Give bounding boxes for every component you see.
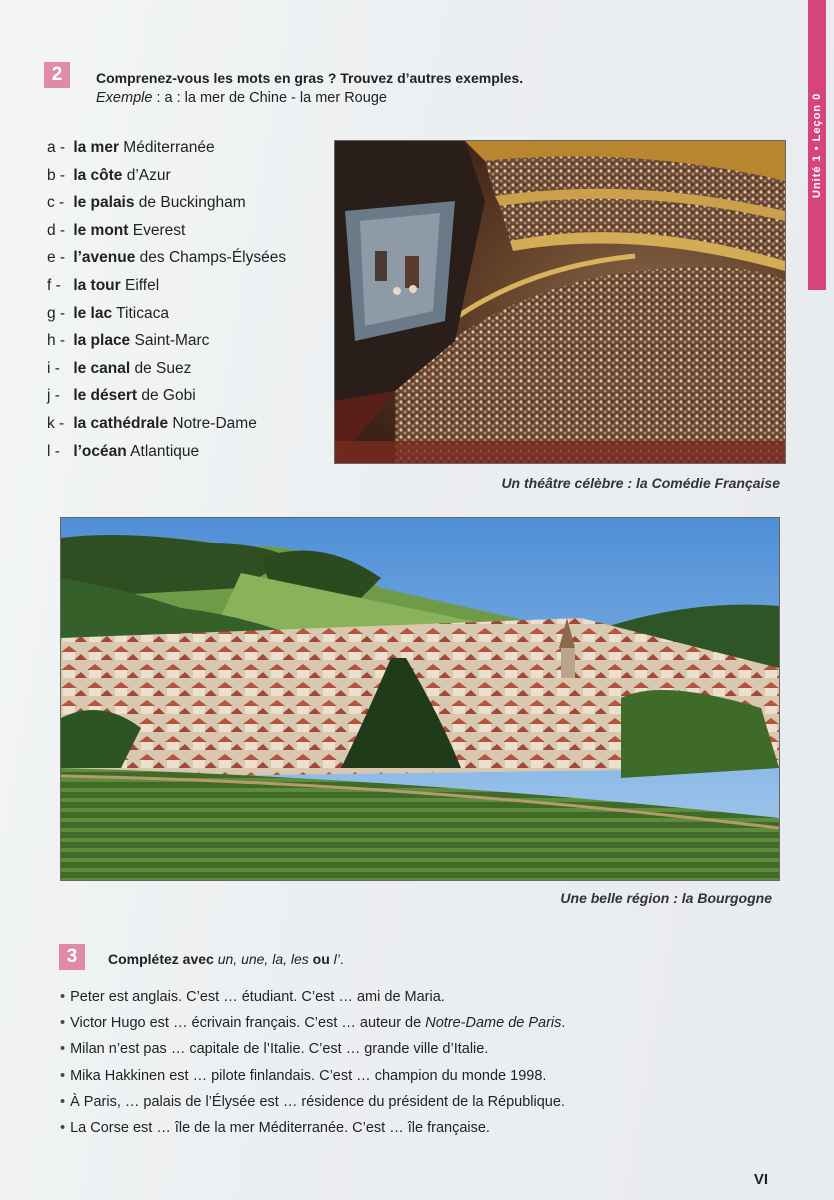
vocabulary-list [47, 134, 286, 465]
exercise-3-badge: 3 [59, 944, 85, 970]
list-item: • À Paris, … palais de l’Élysée est … résidence du président de la République. [60, 1089, 565, 1115]
unit-side-tab-label: Unité 1 • Leçon 0 [811, 92, 823, 198]
list-item: a - la mer Méditerranée [47, 139, 215, 156]
list-item: • Peter est anglais. C’est … étudiant. C’est … ami de Maria. [60, 984, 565, 1010]
sentence-list [60, 984, 565, 1141]
list-item: j - le désert de Gobi [47, 387, 196, 405]
list-item: • Mika Hakkinen est … pilote finlandais. C’est … champion du monde 1998. [60, 1063, 565, 1089]
list-item: • Milan n’est pas … capitale de l’Italie. C’est … grande ville d’Italie. [60, 1036, 565, 1062]
list-item: e - l’avenue des Champs-Élysées [47, 249, 287, 267]
exercise-2-badge: 2 [44, 62, 70, 88]
exercise-2-example [96, 90, 387, 106]
list-item: • Victor Hugo est … écrivain français. C’est … auteur de Notre-Dame de Paris. [60, 1010, 565, 1036]
exercise-2-instruction: Comprenez-vous les mots en gras ? Trouvez d’autres exemples. [96, 70, 524, 86]
bourgogne-photo [60, 517, 780, 881]
showthrough-decoration [559, 51, 790, 103]
list-item: c - le palais de Buckingham [47, 194, 246, 212]
theatre-caption: Un théâtre célèbre : la Comédie Française [501, 475, 780, 491]
example-text: : a : la mer de Chine - la mer Rouge [152, 90, 387, 106]
list-item: i - le canal de Suez [47, 359, 192, 377]
list-item: b - la côte d’Azur [47, 166, 171, 184]
list-item: k - la cathédrale Notre-Dame [47, 414, 257, 432]
exercise-3-instruction: Complétez avec un, une, la, les ou l’. [108, 951, 344, 967]
list-item: • La Corse est … île de la mer Méditerranée. C’est … île française. [60, 1115, 565, 1141]
list-item: d - le mont Everest [47, 221, 186, 239]
list-item: l - l’océan Atlantique [47, 442, 200, 460]
list-item: g - le lac Titicaca [47, 304, 169, 322]
page-number: VI [753, 1171, 768, 1188]
list-item: f - la tour Eiffel [47, 276, 160, 294]
theatre-photo [334, 140, 786, 464]
example-label: Exemple [96, 90, 153, 106]
list-item: h - la place Saint-Marc [47, 332, 210, 350]
bourgogne-caption: Une belle région : la Bourgogne [560, 890, 772, 906]
